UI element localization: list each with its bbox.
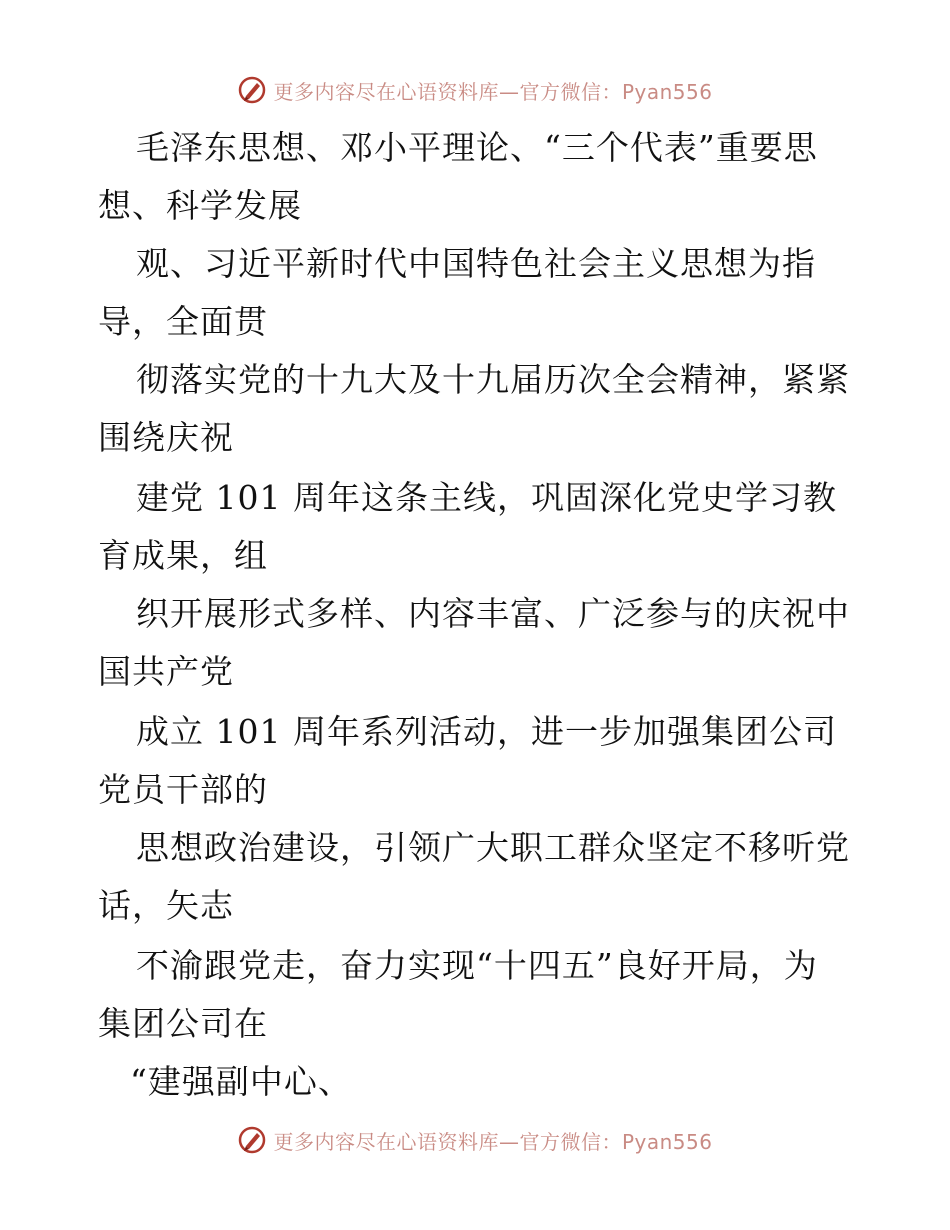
text-line: 织开展形式多样、内容丰富、广泛参与的庆祝中 (136, 594, 850, 633)
text-line: 育成果，组 (98, 536, 268, 575)
text-line: 国共产党 (98, 652, 234, 691)
text-line: 建党 101 周年这条主线，巩固深化党史学习教 (136, 478, 837, 517)
text-line: 围绕庆祝 (98, 418, 234, 457)
header-banner (0, 70, 950, 110)
header-banner-text: 更多内容尽在心语资料库—官方微信：Pyan556 (273, 79, 713, 104)
text-line: 不渝跟党走，奋力实现“十四五”良好开局，为 (136, 946, 818, 985)
red-pen-logo-icon (237, 1125, 267, 1155)
footer-banner (0, 1120, 950, 1160)
text-line: “建强副中心、 (130, 1062, 352, 1101)
red-pen-logo-icon (237, 75, 267, 105)
text-line: 彻落实党的十九大及十九届历次全会精神，紧紧 (136, 360, 850, 399)
text-line: 观、习近平新时代中国特色社会主义思想为指 (136, 244, 816, 283)
text-line: 集团公司在 (98, 1004, 268, 1043)
text-line: 话，矢志 (98, 886, 234, 925)
text-line: 毛泽东思想、邓小平理论、“三个代表”重要思 (136, 128, 818, 167)
text-line: 成立 101 周年系列活动，进一步加强集团公司 (136, 712, 837, 751)
text-line: 导，全面贯 (98, 302, 268, 341)
text-line: 党员干部的 (98, 770, 268, 809)
text-line: 想、科学发展 (98, 186, 302, 225)
text-line: 思想政治建设，引领广大职工群众坚定不移听党 (136, 828, 850, 867)
footer-banner-text: 更多内容尽在心语资料库—官方微信：Pyan556 (273, 1129, 713, 1154)
